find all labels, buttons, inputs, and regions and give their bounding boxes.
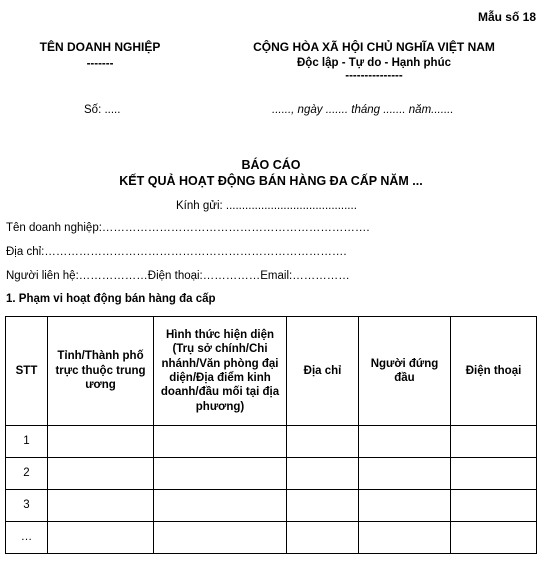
table-cell: [48, 458, 154, 490]
left-header-divider: -------: [86, 58, 114, 70]
table-cell: [359, 490, 451, 522]
table-cell: [154, 426, 287, 458]
date-line: ......, ngày ....... tháng ....... năm.......: [272, 104, 454, 116]
table-cell: [451, 426, 537, 458]
table-cell: [359, 426, 451, 458]
header-stt: STT: [6, 317, 48, 426]
table-row: [6, 490, 537, 522]
report-subtitle: KẾT QUẢ HOẠT ĐỘNG BÁN HÀNG ĐA CẤP NĂM ...: [119, 174, 423, 188]
table-cell: [359, 522, 451, 554]
scope-table: [5, 316, 537, 554]
header-head-person: Người đứng đầu: [359, 317, 451, 426]
table-cell: [287, 458, 359, 490]
header-address: Địa chỉ: [287, 317, 359, 426]
row-number: 1: [6, 426, 48, 458]
company-name-heading: TÊN DOANH NGHIỆP: [39, 40, 161, 54]
company-name-field: Tên doanh nghiệp:…………………………………………………………….: [6, 222, 370, 234]
left-header: [20, 40, 180, 70]
contact-field: Người liên hệ:………………Điện thoại:……………Email:……………: [6, 270, 350, 282]
republic-heading: CỘNG HÒA XÃ HỘI CHỦ NGHĨA VIỆT NAM: [253, 40, 495, 54]
table-row: [6, 458, 537, 490]
report-title: BÁO CÁO: [241, 158, 301, 172]
table-cell: [359, 458, 451, 490]
table-cell: [154, 458, 287, 490]
table-cell: [48, 426, 154, 458]
document-number: Số: .....: [84, 104, 121, 116]
row-number: 3: [6, 490, 48, 522]
row-number: 2: [6, 458, 48, 490]
table-row: [6, 426, 537, 458]
table-cell: [451, 522, 537, 554]
table-cell: [48, 490, 154, 522]
table-row: [6, 522, 537, 554]
right-header: [224, 40, 524, 82]
header-phone: Điện thoại: [451, 317, 537, 426]
table-cell: [287, 490, 359, 522]
table-cell: [451, 490, 537, 522]
recipient-line: Kính gửi: .........................................: [176, 200, 357, 212]
table-cell: [154, 490, 287, 522]
row-number: …: [6, 522, 48, 554]
table-cell: [287, 426, 359, 458]
form-number: Mẫu số 18: [477, 10, 536, 24]
address-field: Địa chỉ:…………………………………………………………………….: [6, 246, 347, 258]
table-cell: [287, 522, 359, 554]
header-province: Tỉnh/Thành phố trực thuộc trung ương: [48, 317, 154, 426]
table-cell: [451, 458, 537, 490]
header-presence-form: Hình thức hiện diện (Trụ sở chính/Chi nhánh/Văn phòng đại diện/Địa điểm kinh doanh/đầu mối tại địa phương): [154, 317, 287, 426]
section-heading: 1. Phạm vi hoạt động bán hàng đa cấp: [6, 293, 216, 305]
table-header-row: [6, 317, 537, 426]
national-motto: Độc lập - Tự do - Hạnh phúc: [297, 57, 451, 69]
table-cell: [48, 522, 154, 554]
right-header-divider: ---------------: [345, 70, 403, 82]
table-cell: [154, 522, 287, 554]
